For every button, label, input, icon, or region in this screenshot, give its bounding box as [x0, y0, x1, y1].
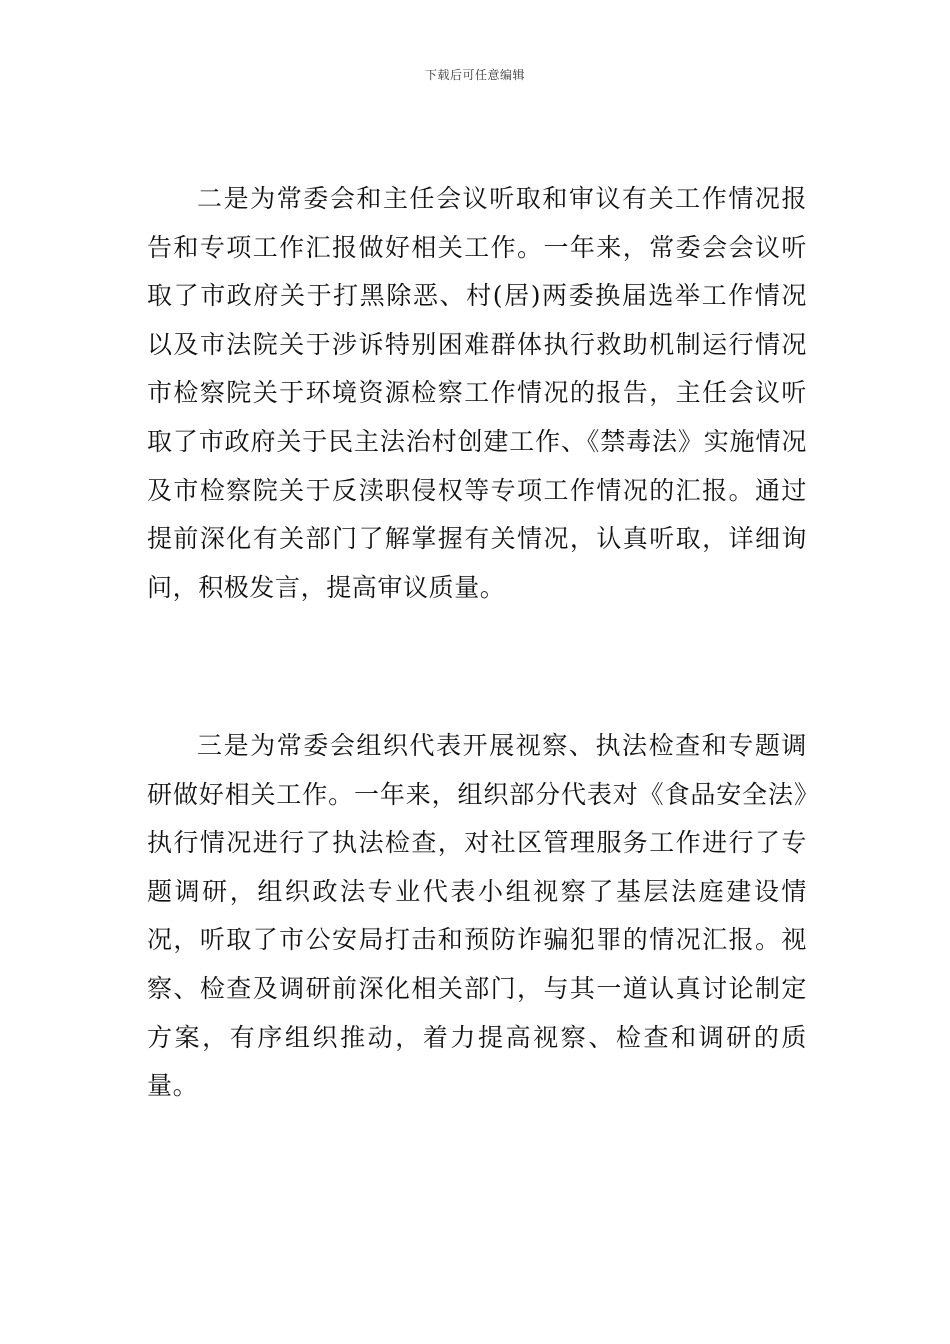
body-paragraph-2: 三是为常委会组织代表开展视察、执法检查和专题调研做好相关工作。一年来，组织部分代表对《食品安全法》执行情况进行了执法检查，对社区管理服务工作进行了专题调研，组织政法专业代表小组视察了基层法庭建设情况，听取了市公安局打击和预防诈骗犯罪的情况汇报。视察、检查及调研前深化相关部门，与其一道认真讨论制定方案，有序组织推动，着力提高视察、检查和调研的质量。: [147, 731, 807, 1101]
page-header-note: 下载后可任意编辑: [424, 68, 525, 82]
body-paragraph-1: 二是为常委会和主任会议听取和审议有关工作情况报告和专项工作汇报做好相关工作。一年来，常委会会议听取了市政府关于打黑除恶、村(居)两委换届选举工作情况以及市法院关于涉诉特别困难群体执行救助机制运行情况市检察院关于环境资源检察工作情况的报告，主任会议听取了市政府关于民主法治村创建工作、《禁毒法》实施情况及市检察院关于反渎职侵权等专项工作情况的汇报。通过提前深化有关部门了解掌握有关情况，认真听取，详细询问，积极发言，提高审议质量。: [147, 184, 807, 602]
